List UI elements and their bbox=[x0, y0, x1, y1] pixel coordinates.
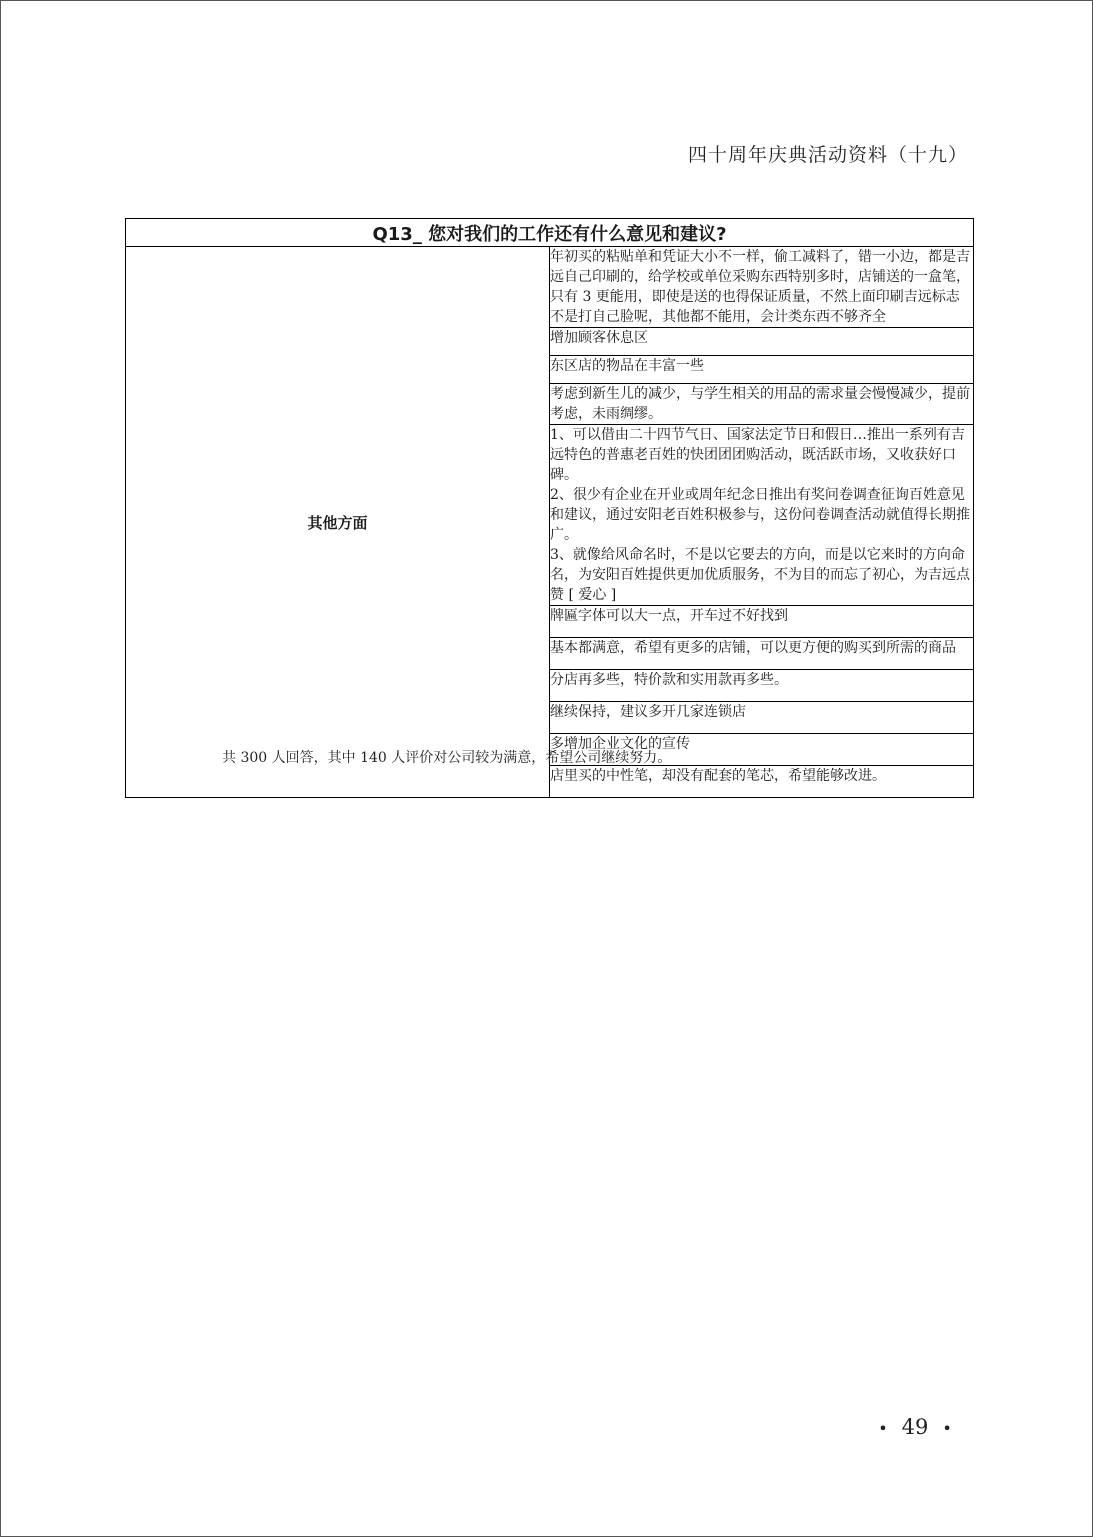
running-header: 四十周年庆典活动资料（十九） bbox=[687, 144, 968, 166]
answer-cell: 基本都满意，希望有更多的店铺，可以更方便的购买到所需的商品 bbox=[550, 638, 974, 670]
page-number-footer bbox=[860, 1415, 970, 1439]
answer-cell: 年初买的粘贴单和凭证大小不一样，偷工减料了，错一小边，都是吉远自己印刷的，给学校或单位采购东西特别多时，店铺送的一盒笔，只有 3 更能用，即使是送的也得保证质量，不然上面印刷吉远标志不是打自己脸呢，其他都不能用，会计类东西不够齐全 bbox=[550, 247, 974, 328]
survey-table bbox=[125, 218, 974, 798]
summary-text: 共 300 人回答，其中 140 人评价对公司较为满意，希望公司继续努力。 bbox=[222, 750, 672, 766]
answer-cell: 1、可以借由二十四节气日、国家法定节日和假日…推出一系列有吉远特色的普惠老百姓的快团团团购活动，既活跃市场，又收获好口碑。 2、很少有企业在开业或周年纪念日推出有奖问卷调查征询百姓意见和建议，通过安阳老百姓积极参与，这份问卷调查活动就值得长期推广。 3、就像给风命名时，不是以它要去的方向，而是以它来时的方向命名，为安阳百姓提供更加优质服务，不为目的而忘了初心，为吉远点赞 [ 爱心 ] bbox=[550, 425, 974, 606]
answer-cell: 继续保持，建议多开几家连锁店 bbox=[550, 702, 974, 734]
category-label: 其他方面 bbox=[126, 247, 550, 798]
answer-cell: 店里买的中性笔，却没有配套的笔芯，希望能够改进。 bbox=[550, 766, 974, 798]
answer-cell: 增加顾客休息区 bbox=[550, 328, 974, 356]
answer-cell: 牌匾字体可以大一点，开车过不好找到 bbox=[550, 606, 974, 638]
bullet-left: • bbox=[878, 1419, 888, 1438]
bullet-right: • bbox=[942, 1419, 952, 1438]
question-row bbox=[126, 219, 974, 247]
question-title: Q13_ 您对我们的工作还有什么意见和建议? bbox=[126, 219, 974, 247]
answer-cell: 分店再多些，特价款和实用款再多些。 bbox=[550, 670, 974, 702]
answer-row bbox=[126, 247, 974, 328]
answer-cell: 考虑到新生儿的减少，与学生相关的用品的需求量会慢慢减少，提前考虑，未雨绸缪。 bbox=[550, 384, 974, 425]
page-number: 49 bbox=[901, 1415, 929, 1439]
answer-cell: 东区店的物品在丰富一些 bbox=[550, 356, 974, 384]
answer-cell: 多增加企业文化的宣传 bbox=[550, 734, 974, 766]
